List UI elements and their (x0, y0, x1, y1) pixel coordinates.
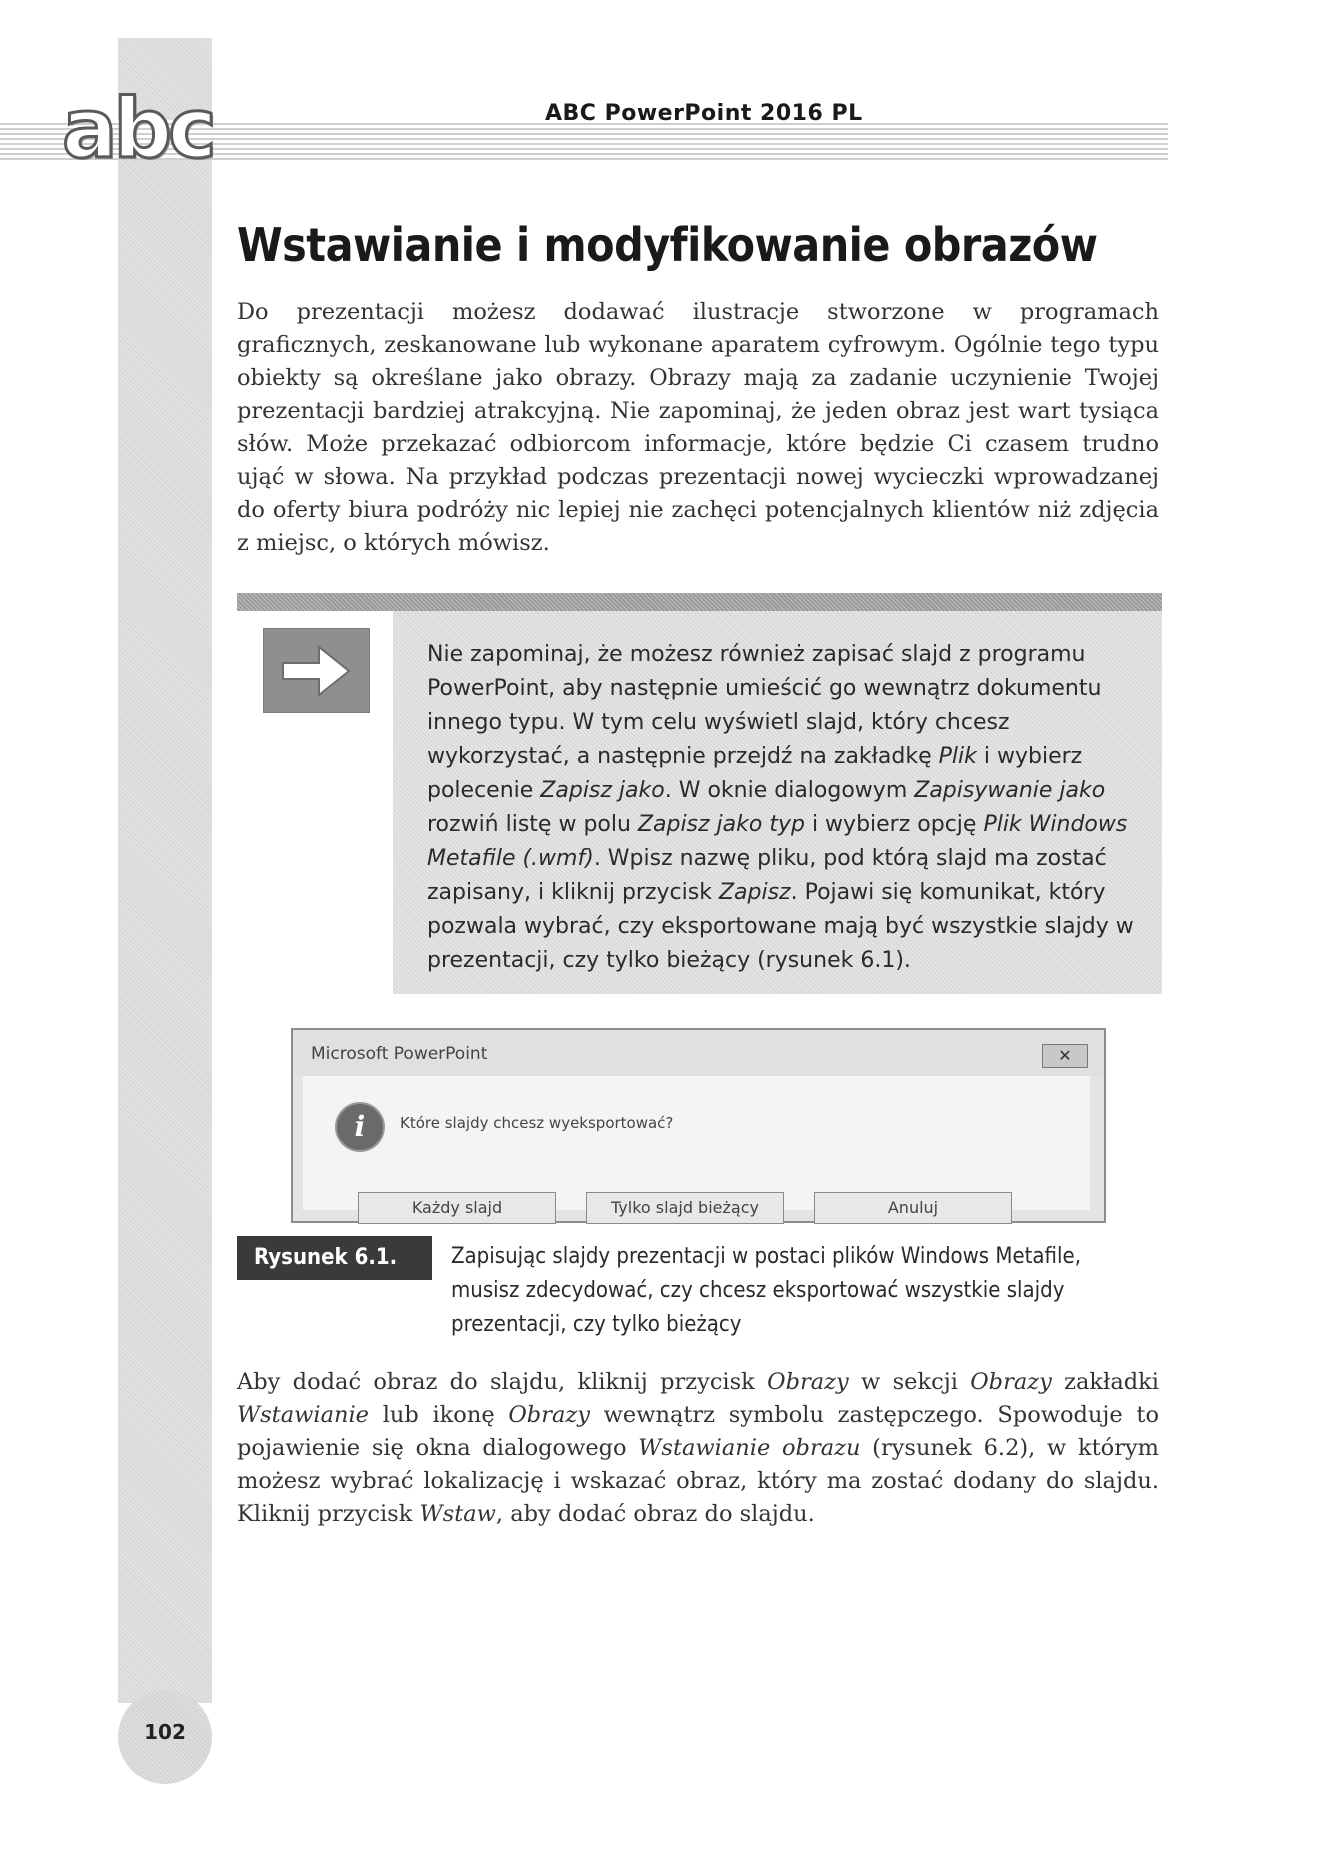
every-slide-button[interactable]: Każdy slajd (358, 1192, 556, 1224)
cancel-button[interactable]: Anuluj (814, 1192, 1012, 1224)
tip-rule (237, 593, 1162, 611)
body-paragraph: Aby dodać obraz do slajdu, kliknij przycisk Obrazy w sekcji Obrazy zakładki Wstawianie lub ikonę Obrazy wewnątrz symbolu zastępczego. Spowoduje to pojawienie się okna dialogowego Wstawianie obrazu (rysunek 6.2), w którym możesz wybrać lokalizację i wskazać obraz, który ma zostać dodany do slajdu. Kliknij przycisk Wstaw, aby dodać obraz do slajdu. (237, 1369, 1160, 1527)
close-icon[interactable]: ✕ (1042, 1044, 1088, 1068)
arrow-right-icon (263, 628, 370, 713)
abc-logo: abc (62, 82, 213, 177)
dialog-title: Microsoft PowerPoint (311, 1044, 488, 1064)
figure-caption: Zapisując slajdy prezentacji w postaci plików Windows Metafile, musisz zdecydować, czy chcesz eksportować wszystkie slajdy prezentacji, czy tylko bieżący (451, 1244, 1081, 1337)
top-margin (118, 0, 212, 38)
running-header-title: ABC PowerPoint 2016 PL (545, 101, 863, 126)
export-dialog-screenshot (291, 1028, 1106, 1223)
page-title: Wstawianie i modyfikowanie obrazów (237, 218, 1098, 272)
side-band (118, 38, 212, 1703)
current-slide-button[interactable]: Tylko slajd bieżący (586, 1192, 784, 1224)
info-icon: i (335, 1102, 385, 1152)
dialog-body (303, 1076, 1090, 1217)
intro-paragraph: Do prezentacji możesz dodawać ilustracje stworzone w programach graficznych, zeskanowane lub wykonane aparatem cyfrowym. Ogólnie tego typu obiekty są określane jako obrazy. Obrazy mają za zadanie uczynienie Twojej prezentacji bardziej atrakcyjną. Nie zapominaj, że jeden obraz jest wart tysiąca słów. Może przekazać odbiorcom informacje, które będzie Ci czasem trudno ująć w słowa. Na przykład podczas prezentacji nowej wycieczki wprowadzanej do oferty biura podróży nic lepiej nie zachęci potencjalnych klientów niż zdjęcia z miejsc, o których mówisz. (237, 299, 1159, 556)
page-number: 102 (144, 1720, 186, 1744)
tip-text: Nie zapominaj, że możesz również zapisać slajd z programu PowerPoint, aby następnie umieścić go wewnątrz dokumentu innego typu. W tym celu wyświetl slajd, który chcesz wykorzystać, a następnie przejdź na zakładkę Plik i wybierz polecenie Zapisz jako. W oknie dialogowym Zapisywanie jako rozwiń listę w polu Zapisz jako typ i wybierz opcję Plik Windows Metafile (.wmf). Wpisz nazwę pliku, pod którą slajd ma zostać zapisany, i kliknij przycisk Zapisz. Pojawi się komunikat, który pozwala wybrać, czy eksportowane mają być wszystkie slajdy w prezentacji, czy tylko bieżący (rysunek 6.1). (427, 642, 1134, 973)
dialog-titlebar (293, 1030, 1104, 1076)
dialog-question: Które slajdy chcesz wyeksportować? (400, 1114, 674, 1132)
figure-label: Rysunek 6.1. (237, 1236, 432, 1280)
